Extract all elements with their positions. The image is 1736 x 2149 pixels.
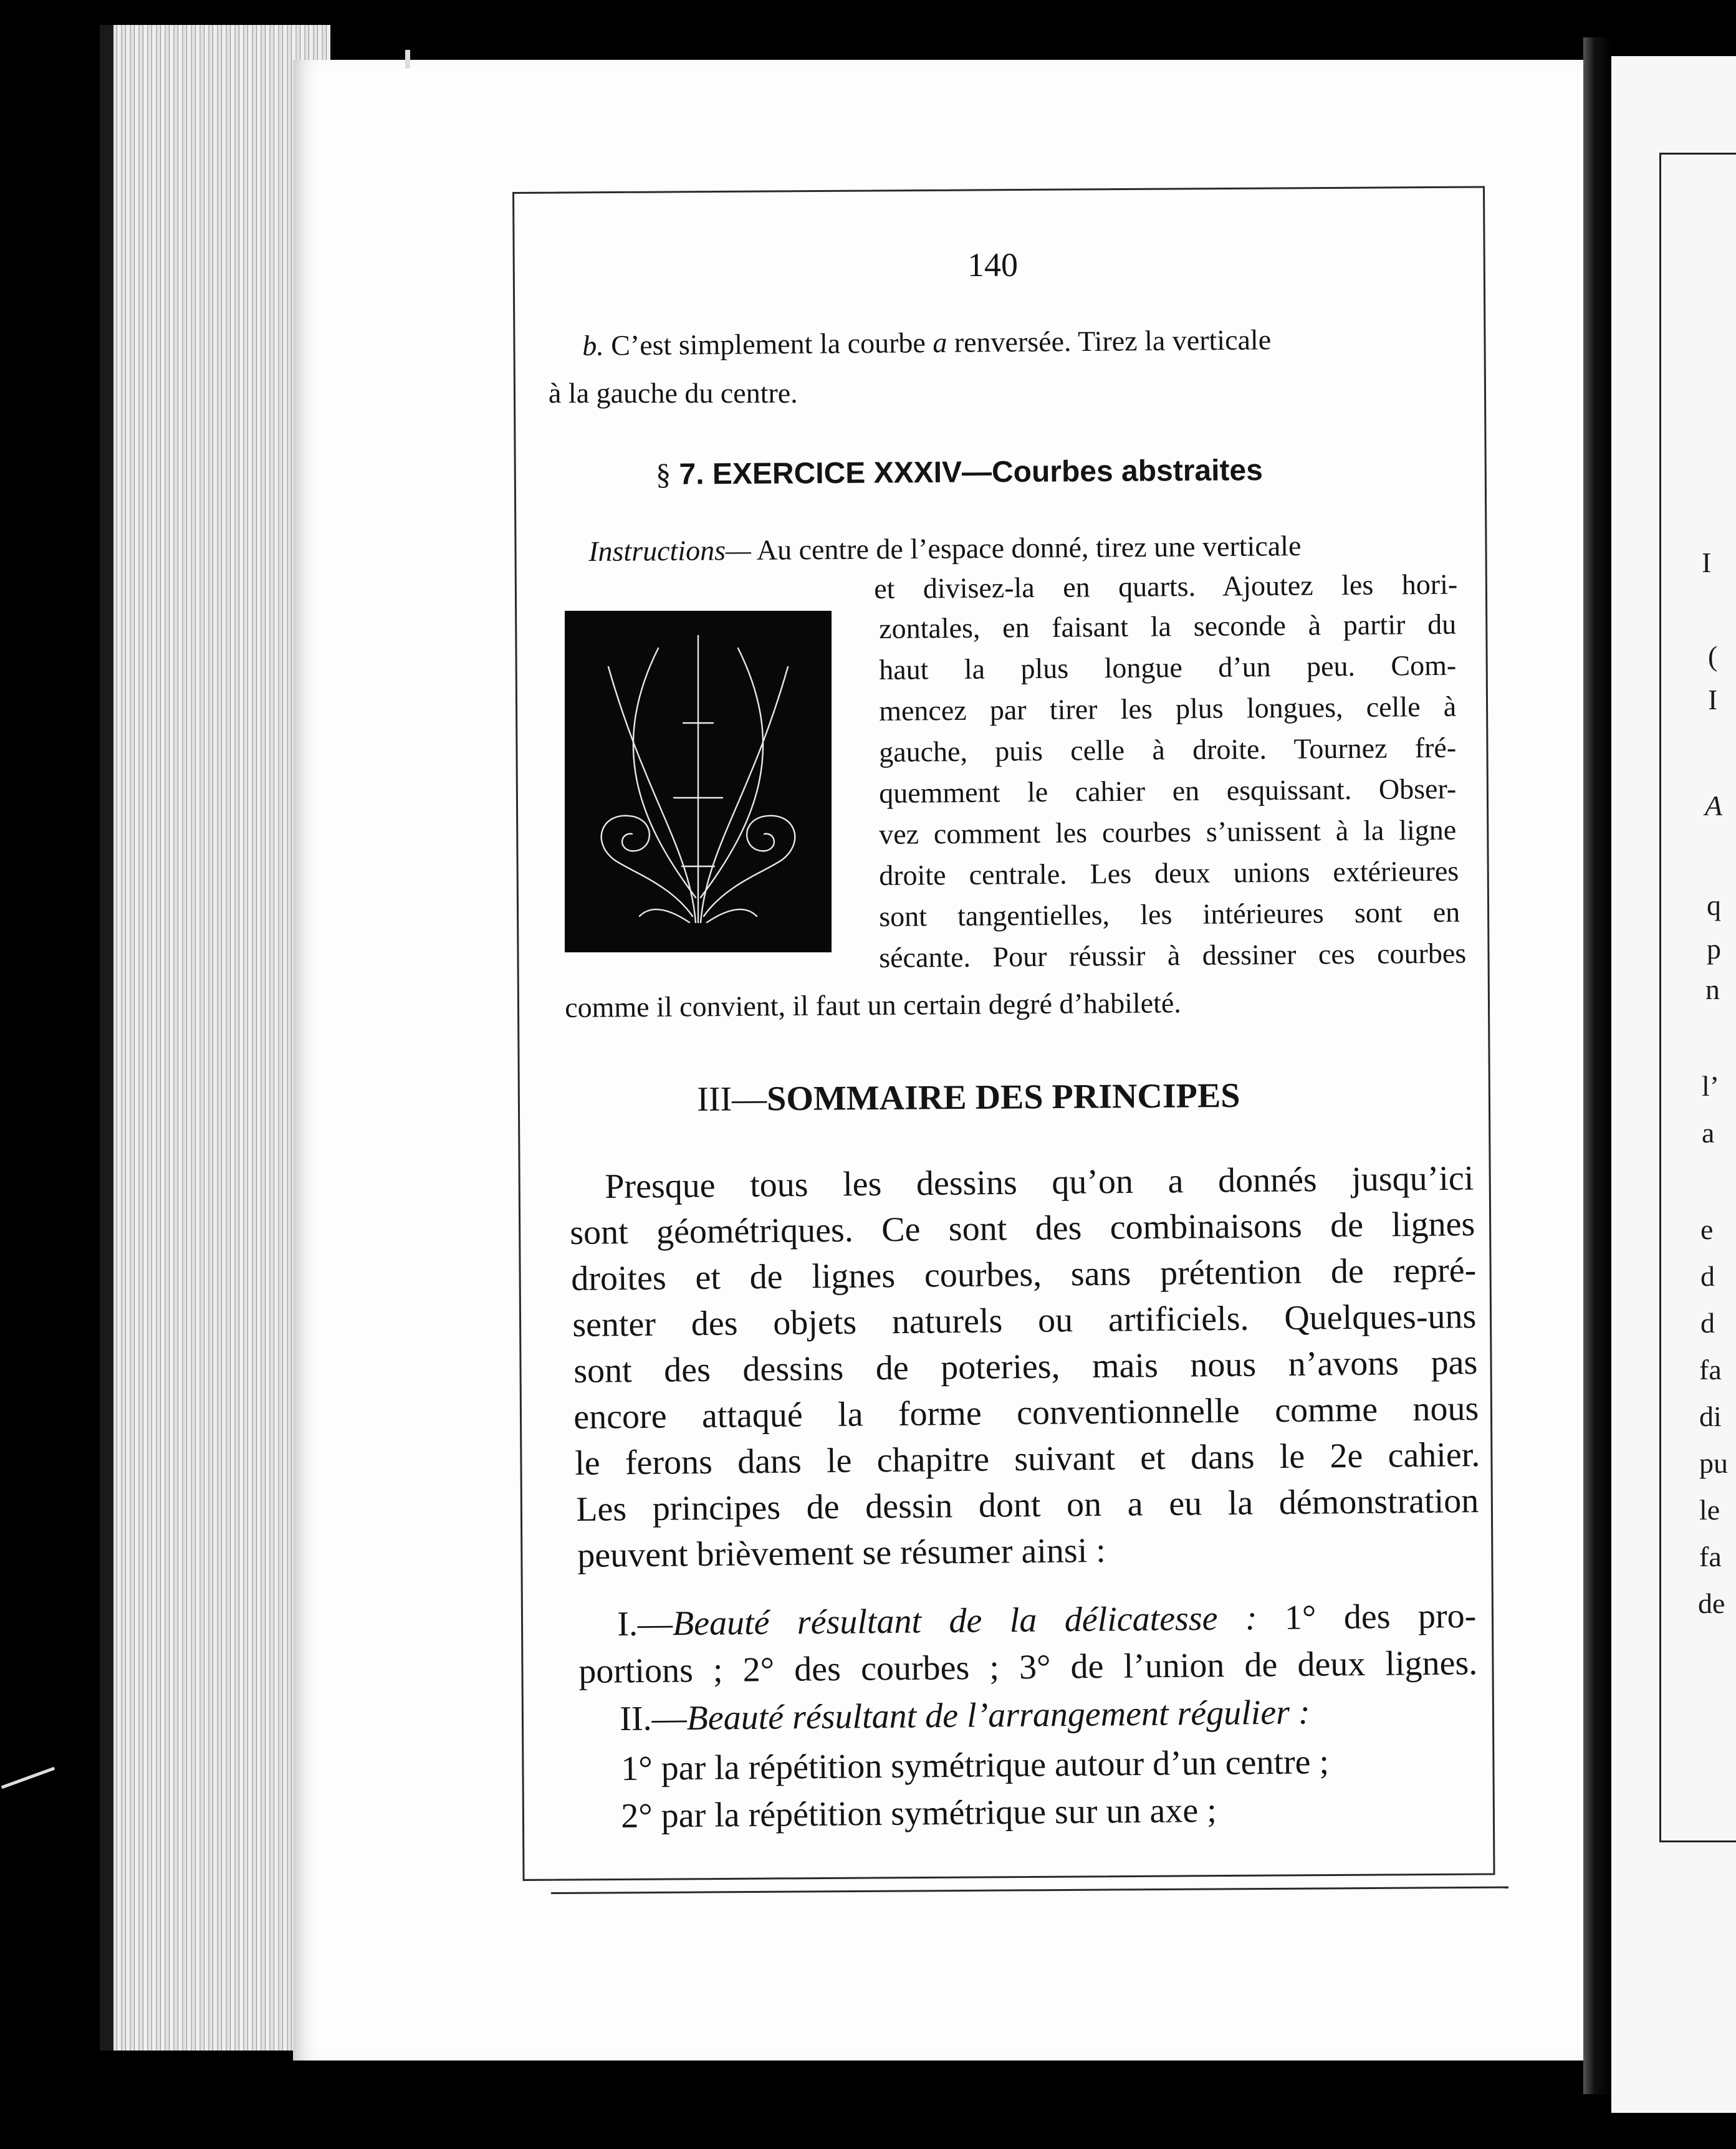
facing-fragment: n: [1705, 974, 1720, 1005]
facing-fragment: p: [1707, 933, 1721, 965]
facing-fragment: a: [1702, 1117, 1715, 1149]
intro-text-2: renversée. Tirez la verticale: [947, 323, 1272, 358]
facing-fragment: (: [1708, 640, 1718, 672]
section-heading: [656, 453, 1263, 492]
summary-line: senter des objets naturels ou artificiels. Quelques-uns: [572, 1297, 1477, 1344]
instructions-line: sécante. Pour réussir à dessiner ces courbes: [879, 937, 1467, 974]
principle-2-title: Beauté résultant de l’arrangement régulier :: [686, 1693, 1310, 1738]
facing-fragment: q: [1707, 889, 1721, 921]
principle-2-numeral: II.—: [620, 1698, 687, 1738]
instructions-line: et divisez-la en quarts. Ajoutez les hori-: [874, 568, 1458, 605]
facing-fragment: di: [1699, 1400, 1722, 1432]
summary-heading: [697, 1076, 1240, 1119]
principle-1-rest: 1° des pro-: [1257, 1596, 1477, 1638]
dust-mark: [1, 1767, 55, 1789]
instructions-line: quemment le cahier en esquissant. Obser-: [879, 772, 1457, 809]
instructions-label: Instructions—: [588, 534, 752, 567]
summary-title: SOMMAIRE DES PRINCIPES: [766, 1076, 1240, 1119]
principle-1-line-2: portions ; 2° des courbes ; 3° de l’union de deux lignes.: [578, 1644, 1478, 1691]
facing-fragment: d: [1700, 1307, 1715, 1339]
section-symbol: §: [656, 457, 671, 491]
instructions-line: haut la plus longue d’un peu. Com-: [879, 649, 1457, 686]
intro-label-curve: a: [933, 326, 947, 359]
facing-fragment: A: [1705, 790, 1723, 821]
instructions-line: gauche, puis celle à droite. Tournez fré-: [879, 731, 1457, 768]
intro-text: C’est simplement la courbe: [603, 327, 933, 361]
facing-fragment: le: [1699, 1494, 1720, 1526]
facing-fragment: l’: [1702, 1070, 1720, 1102]
summary-line: encore attaqué la forme conventionnelle comme nous: [573, 1389, 1479, 1437]
instructions-line: sont tangentielles, les intérieures sont en: [879, 896, 1460, 932]
facing-fragment: e: [1700, 1213, 1714, 1245]
summary-line: droites et de lignes courbes, sans prétention de repré-: [571, 1251, 1477, 1298]
summary-line: sont géométriques. Ce sont des combinaisons de lignes: [570, 1205, 1475, 1252]
summary-line: le ferons dans le chapitre suivant et dans le 2e cahier.: [575, 1435, 1480, 1483]
facing-fragment: I: [1702, 547, 1712, 578]
intro-line-2: à la gauche du centre.: [549, 377, 798, 409]
facing-fragment: fa: [1699, 1541, 1722, 1572]
summary-line: peuvent brièvement se résumer ainsi :: [577, 1531, 1106, 1575]
instructions-line: vez comment les courbes s’unissent à la ligne: [879, 813, 1457, 850]
principle-2-item: 1° par la répétition symétrique autour d’un centre ;: [621, 1743, 1330, 1788]
intro-label: b.: [582, 329, 604, 361]
page-number: 140: [967, 246, 1018, 284]
summary-line: sont des dessins de poteries, mais nous n’avons pas: [573, 1343, 1478, 1390]
section-title: EXERCICE XXXIV—Courbes abstraites: [712, 454, 1264, 491]
facing-fragment: d: [1700, 1260, 1715, 1292]
abstract-curves-illustration: [565, 611, 832, 952]
summary-line: Les principes de dessin dont on a eu la démonstration: [576, 1481, 1479, 1529]
instructions-line: zontales, en faisant la seconde à partir du: [879, 608, 1457, 644]
section-number: 7.: [679, 457, 704, 491]
summary-line: Presque tous les dessins qu’on a donnés jusqu’ici: [605, 1159, 1474, 1206]
dust-mark: [405, 50, 410, 69]
instructions-line: droite centrale. Les deux unions extérieures: [879, 854, 1459, 891]
facing-fragment: de: [1698, 1587, 1725, 1619]
book-cover-edge: [100, 25, 113, 2051]
instructions-text: Au centre de l’espace donné, tirez une verticale: [756, 530, 1302, 566]
instructions-line-1: [588, 528, 1459, 568]
principle-1-line-1: [617, 1596, 1477, 1644]
summary-numeral: III—: [697, 1079, 767, 1119]
principle-1-title: Beauté résultant de la délicatesse :: [672, 1599, 1257, 1644]
instructions-line: mencez par tirer les plus longues, celle à: [879, 690, 1457, 727]
instructions-line: comme il convient, il faut un certain degré d’habileté.: [565, 987, 1182, 1023]
facing-fragment: pu: [1699, 1447, 1728, 1479]
principle-2-item: 2° par la répétition symétrique sur un axe ;: [621, 1791, 1217, 1836]
principle-1-numeral: I.—: [617, 1604, 673, 1644]
book-gutter: [1583, 37, 1611, 2094]
facing-fragment: fa: [1699, 1354, 1722, 1386]
facing-fragment: I: [1708, 684, 1718, 716]
principle-2-heading: [620, 1692, 1310, 1739]
